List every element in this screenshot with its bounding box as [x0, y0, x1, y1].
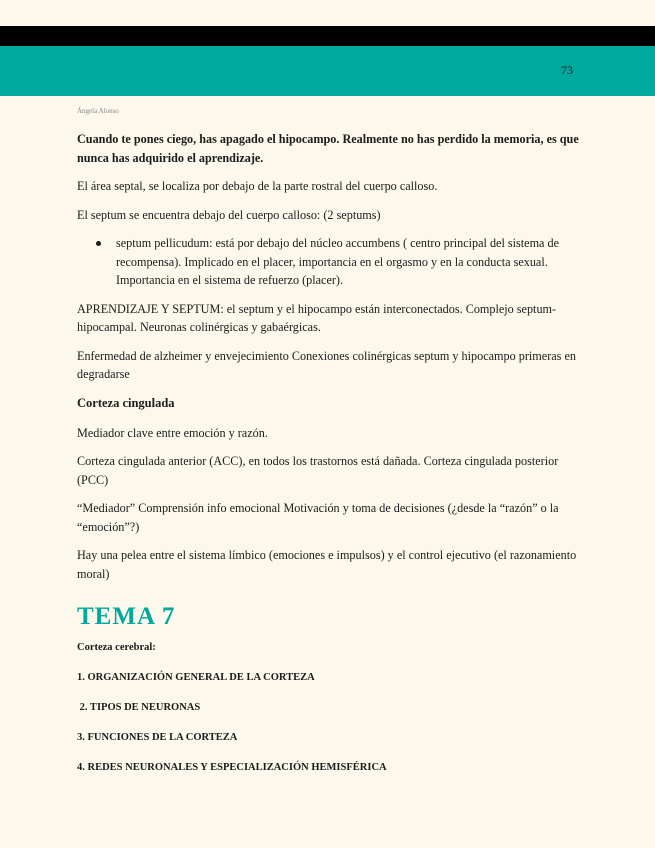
paragraph-mediador: Mediador clave entre emoción y razón. — [77, 425, 268, 440]
bullet-list — [77, 234, 579, 290]
list-item — [116, 234, 579, 290]
document-body — [77, 130, 579, 791]
header-band — [0, 46, 655, 96]
toc-item-1: 1. ORGANIZACIÓN GENERAL DE LA CORTEZA — [77, 672, 315, 683]
subheading-corteza-cerebral: Corteza cerebral: — [77, 642, 156, 653]
author-label: Ángela Alonso — [77, 107, 119, 115]
paragraph-area-septal: El área septal, se localiza por debajo de la parte rostral del cuerpo calloso. — [77, 179, 438, 193]
list-item-text: septum pellicudum: está por debajo del núcleo accumbens ( centro principal del sistema de recompensa). Implicado en el placer, importancia en el orgasmo y en la conducta sexual. Importancia en el sistema de refuerzo (placer). — [116, 236, 560, 287]
heading-corteza-cingulada: Corteza cingulada — [77, 395, 175, 410]
paragraph-aprendizaje: APRENDIZAJE Y SEPTUM: el septum y el hipocampo están interconectados. Complejo septum-hipocampal. Neuronas colinérgicas y gabaérgicas. — [77, 301, 557, 334]
bullet-dot-icon — [96, 241, 101, 246]
toc-item-2: 2. TIPOS DE NEURONAS — [77, 702, 201, 713]
page-number: 73 — [561, 63, 573, 77]
paragraph-alzheimer: Enfermedad de alzheimer y envejecimiento Conexiones colinérgicas septum y hipocampo primeras en degradarse — [77, 348, 576, 381]
paragraph-comprension: “Mediador” Comprensión info emocional Motivación y toma de decisiones (¿desde la “razón” o la “emoción”?) — [77, 501, 559, 534]
paragraph-acc: Corteza cingulada anterior (ACC), en todos los trastornos está dañada. Corteza cingulada posterior (PCC) — [77, 454, 559, 487]
paragraph-pelea: Hay una pelea entre el sistema límbico (emociones e impulsos) y el control ejecutivo (el razonamiento moral) — [77, 548, 577, 581]
tema-title: TEMA 7 — [77, 603, 176, 630]
intro-paragraph: Cuando te pones ciego, has apagado el hipocampo. Realmente no has perdido la memoria, es que nunca has adquirido el aprendizaje. — [77, 132, 579, 165]
toc-item-3: 3. FUNCIONES DE LA CORTEZA — [77, 732, 238, 743]
top-black-bar — [0, 26, 655, 46]
paragraph-septum: El septum se encuentra debajo del cuerpo calloso: (2 septums) — [77, 207, 381, 222]
toc-item-4: 4. REDES NEURONALES Y ESPECIALIZACIÓN HEMISFÉRICA — [77, 762, 387, 773]
